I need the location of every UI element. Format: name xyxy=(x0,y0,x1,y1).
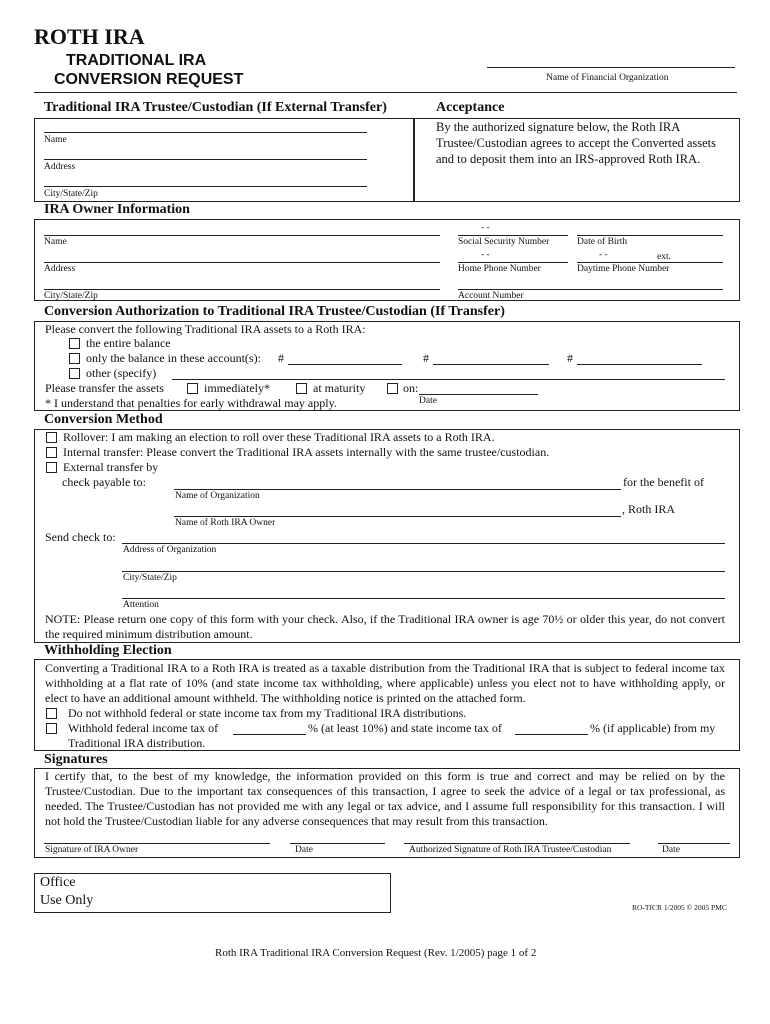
home-phone-label: Home Phone Number xyxy=(458,264,541,274)
auth-date-line[interactable] xyxy=(658,843,730,844)
entire-balance-checkbox[interactable] xyxy=(69,338,80,349)
trustee-name-label: Name xyxy=(44,135,67,145)
fin-org-label: Name of Financial Organization xyxy=(546,73,669,83)
rollover-label: Rollover: I am making an election to roll over these Traditional IRA assets to a Roth IRA. xyxy=(63,430,495,444)
account-hash-2: # xyxy=(423,351,429,365)
trustee-csz-label: City/State/Zip xyxy=(44,189,98,199)
ssn-label: Social Security Number xyxy=(458,237,550,247)
withhold-label-d: Traditional IRA distribution. xyxy=(68,736,206,750)
dob-line[interactable] xyxy=(577,235,723,236)
trustee-heading: Traditional IRA Trustee/Custodian (If External Transfer) xyxy=(44,100,387,115)
acceptance-heading: Acceptance xyxy=(436,100,505,115)
withhold-label-a: Withhold federal income tax of xyxy=(68,721,219,735)
accounts-label: only the balance in these account(s): xyxy=(86,351,261,365)
trustee-address-line[interactable] xyxy=(44,159,367,160)
owner-signature-label: Signature of IRA Owner xyxy=(45,845,139,855)
no-withhold-label: Do not withhold federal or state income tax from my Traditional IRA distributions. xyxy=(68,706,467,720)
payable-org-line[interactable] xyxy=(174,489,621,490)
owner-address-line[interactable] xyxy=(44,262,440,263)
form-subtitle-1: TRADITIONAL IRA xyxy=(66,52,207,69)
immediately-label: immediately* xyxy=(204,381,270,395)
form-subtitle-2: CONVERSION REQUEST xyxy=(54,71,244,88)
on-date-label: Date xyxy=(419,396,437,406)
signatures-text: I certify that, to the best of my knowledge, the information provided on this form is true and correct and may be relied on by the Trustee/Custodian. Due to the important tax consequences of this transaction, I agree to seek the advice of a legal or tax professional, as needed. The Trustee/Custodian has not provided me with any legal or tax advice, and I assume full responsibility for this transaction. I will not hold the Trustee/Custodian liable for any adverse consequences that may result from this transaction. xyxy=(45,769,725,828)
immediately-checkbox[interactable] xyxy=(187,383,198,394)
no-withhold-checkbox[interactable] xyxy=(46,708,57,719)
form-title: ROTH IRA xyxy=(34,24,145,49)
authorization-intro: Please convert the following Traditional IRA assets to a Roth IRA: xyxy=(45,322,366,336)
day-phone-line[interactable] xyxy=(577,262,723,263)
account-line[interactable] xyxy=(458,289,723,290)
maturity-checkbox[interactable] xyxy=(296,383,307,394)
ssn-dashes: - - xyxy=(481,223,490,233)
owner-name-line-2[interactable] xyxy=(174,516,621,517)
authorization-heading: Conversion Authorization to Traditional IRA Trustee/Custodian (If Transfer) xyxy=(44,304,505,319)
withholding-text: Converting a Traditional IRA to a Roth IRA is treated as a taxable distribution from the Traditional IRA that is subject to federal income tax withholding at a flat rate of 10% (and state income tax withholding, where applicable) unless you elect not to have withholding apply, or elect to have an additional amount withheld. The withholding notice is printed on the attached form. xyxy=(45,661,725,705)
on-label: on: xyxy=(403,381,419,395)
withhold-checkbox[interactable] xyxy=(46,723,57,734)
day-phone-dashes: - - xyxy=(599,250,608,260)
payable-label: check payable to: xyxy=(62,475,146,489)
account-label: Account Number xyxy=(458,291,524,301)
roth-owner-name-label: Name of Roth IRA Owner xyxy=(175,518,276,528)
auth-signature-line[interactable] xyxy=(404,843,630,844)
on-date-checkbox[interactable] xyxy=(387,383,398,394)
trustee-address-label: Address xyxy=(44,162,76,172)
account-1-line[interactable] xyxy=(288,364,402,365)
benefit-label: for the benefit of xyxy=(623,475,704,489)
rollover-checkbox[interactable] xyxy=(46,432,57,443)
roth-label: , Roth IRA xyxy=(622,502,676,516)
method-csz-line[interactable] xyxy=(122,571,725,572)
federal-pct-line[interactable] xyxy=(233,734,306,735)
org-name-label: Name of Organization xyxy=(175,491,260,501)
form-code: RO-TICR 1/2005 © 2005 PMC xyxy=(632,903,727,912)
attention-label: Attention xyxy=(123,600,159,610)
home-phone-line[interactable] xyxy=(458,262,568,263)
owner-name-line[interactable] xyxy=(44,235,440,236)
day-phone-label: Daytime Phone Number xyxy=(577,264,670,274)
other-label: other (specify) xyxy=(86,366,157,380)
owner-csz-label: City/State/Zip xyxy=(44,291,98,301)
trustee-csz-line[interactable] xyxy=(44,186,367,187)
withholding-heading: Withholding Election xyxy=(44,643,172,658)
other-checkbox[interactable] xyxy=(69,368,80,379)
ext-label: ext. xyxy=(657,252,671,262)
auth-date-label: Date xyxy=(662,845,680,855)
maturity-label: at maturity xyxy=(313,381,366,395)
owner-address-label: Address xyxy=(44,264,76,274)
other-specify-line[interactable] xyxy=(172,379,725,380)
internal-checkbox[interactable] xyxy=(46,447,57,458)
owner-heading: IRA Owner Information xyxy=(44,202,190,217)
account-2-line[interactable] xyxy=(433,364,549,365)
org-address-line[interactable] xyxy=(122,543,725,544)
acceptance-text: By the authorized signature below, the Roth IRA Trustee/Custodian agrees to accept the Converted assets and to deposit them into an IRS-approved Roth IRA. xyxy=(436,120,717,166)
office-label-1: Office xyxy=(40,875,76,890)
dob-label: Date of Birth xyxy=(577,237,628,247)
internal-label: Internal transfer: Please convert the Traditional IRA assets internally with the same trustee/custodian. xyxy=(63,445,550,459)
send-check-label: Send check to: xyxy=(45,530,116,544)
penalty-note: * I understand that penalties for early withdrawal may apply. xyxy=(45,396,337,410)
transfer-label: Please transfer the assets xyxy=(45,381,164,395)
office-label-2: Use Only xyxy=(40,893,94,908)
ssn-line[interactable] xyxy=(458,235,568,236)
on-date-line[interactable] xyxy=(419,394,538,395)
signatures-heading: Signatures xyxy=(44,752,108,767)
state-pct-line[interactable] xyxy=(515,734,588,735)
owner-name-label: Name xyxy=(44,237,67,247)
external-checkbox[interactable] xyxy=(46,462,57,473)
home-phone-dashes: - - xyxy=(481,250,490,260)
attention-line[interactable] xyxy=(122,598,725,599)
owner-date-line[interactable] xyxy=(290,843,385,844)
owner-csz-line[interactable] xyxy=(44,289,440,290)
entire-balance-label: the entire balance xyxy=(86,336,171,350)
account-3-line[interactable] xyxy=(577,364,702,365)
withhold-label-c: % (if applicable) from my xyxy=(590,721,716,735)
account-hash-3: # xyxy=(567,351,573,365)
auth-signature-label: Authorized Signature of Roth IRA Trustee/Custodian xyxy=(409,845,612,855)
fin-org-line[interactable] xyxy=(487,67,735,68)
owner-date-label: Date xyxy=(295,845,313,855)
account-hash-1: # xyxy=(278,351,284,365)
method-heading: Conversion Method xyxy=(44,412,163,427)
trustee-name-line[interactable] xyxy=(44,132,367,133)
owner-signature-line[interactable] xyxy=(44,843,270,844)
accounts-checkbox[interactable] xyxy=(69,353,80,364)
org-address-label: Address of Organization xyxy=(123,545,217,555)
withhold-label-b: % (at least 10%) and state income tax of xyxy=(308,721,502,735)
external-label: External transfer by xyxy=(63,460,159,474)
page-footer: Roth IRA Traditional IRA Conversion Request (Rev. 1/2005) page 1 of 2 xyxy=(215,947,537,959)
method-note: NOTE: Please return one copy of this form with your check. Also, if the Traditional IRA owner is age 70½ or older this year, do not convert the required minimum distribution amount. xyxy=(45,612,725,641)
method-csz-label: City/State/Zip xyxy=(123,573,177,583)
